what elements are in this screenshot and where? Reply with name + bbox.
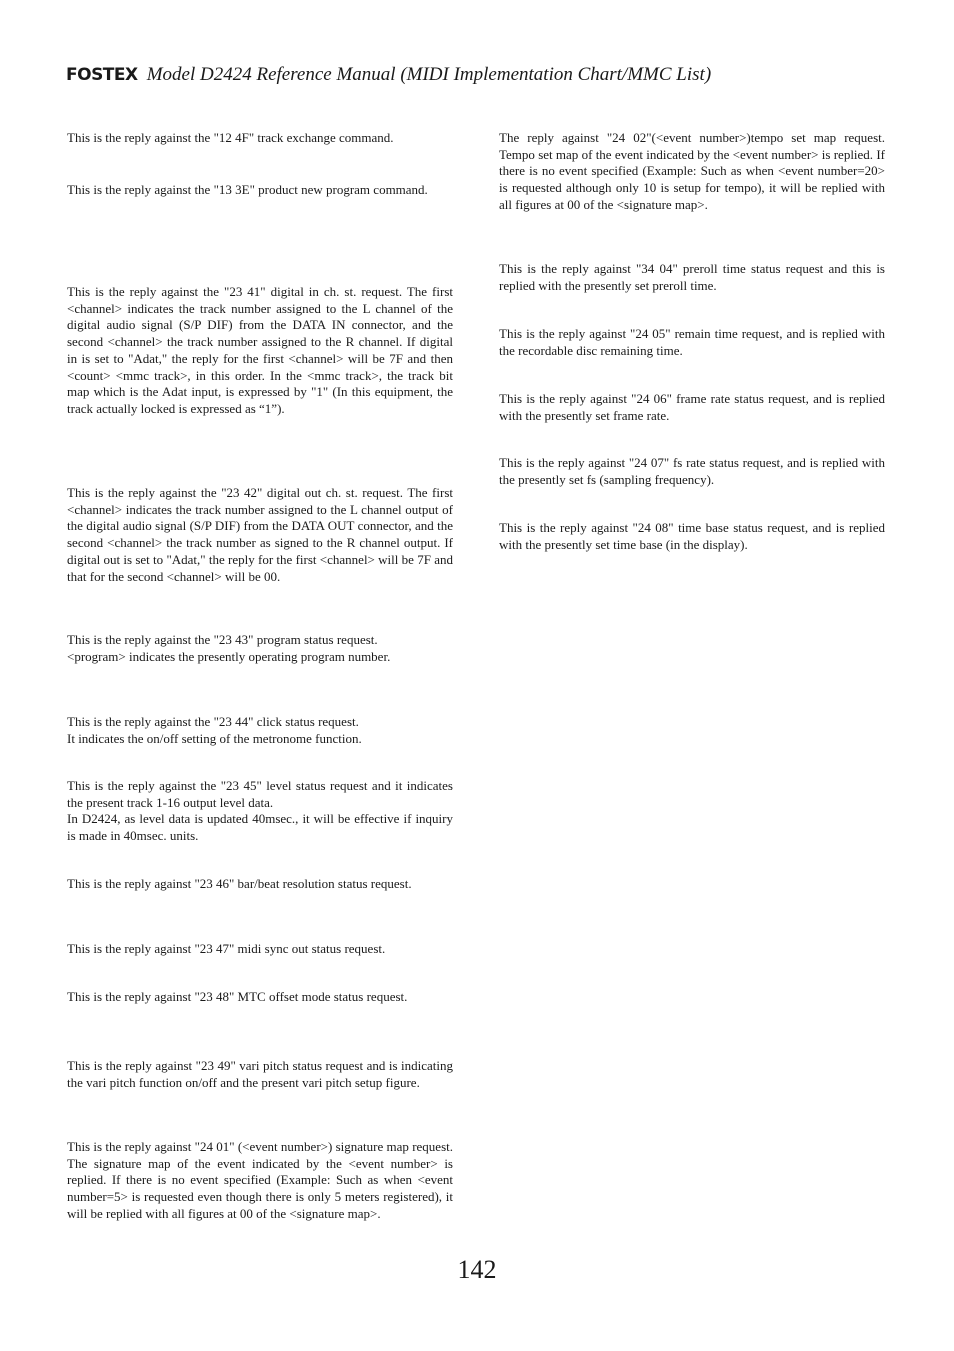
paragraph-digital-in: This is the reply against the "23 41" digital in ch. st. request. The first <channel> indicates the track number assigned to the L channel of the digital audio signal (S/P DIF) from the DATA IN connector, and the second <channel> the track number assigned to the R channel. If digital in is set to "Adat," the reply for the first <channel> will be 7F and then <count> <mmc track>, in this order. In the <mmc track>, the track bit map which is the Adat input, is expressed by "1" (In this equipment, the track actually locked is expressed as “1”).	[67, 284, 453, 416]
paragraph-remain-time: This is the reply against "24 05" remain time request, and is replied with the recordable disc remaining time.	[499, 326, 885, 358]
page-number: 142	[457, 1255, 497, 1284]
paragraph-level-status: This is the reply against the "23 45" level status request and it indicates the present track 1-16 output level data. In D2424, as level data is updated 40msec., it will be effective if inquiry is made in 40msec. units.	[67, 778, 453, 844]
page-title: Model D2424 Reference Manual (MIDI Implementation Chart/MMC List)	[146, 64, 712, 85]
paragraph-digital-out: This is the reply against the "23 42" digital out ch. st. request. The first <channel> indicates the track number assigned to the L channel output of the digital audio signal (S/P DIF) from the DATA OUT connector, and the second <channel> the track number as signed to the R channel output. If digital out is set to "Adat," the reply for the first <channel> will be 7F and that for the second <channel> will be 00.	[67, 485, 453, 584]
paragraph-mtc-offset: This is the reply against "23 48" MTC offset mode status request.	[67, 989, 408, 1004]
paragraph-track-exchange: This is the reply against the "12 4F" track exchange command.	[67, 130, 394, 145]
page-header	[66, 64, 711, 86]
paragraph-frame-rate: This is the reply against "24 06" frame rate status request, and is replied with the presently set frame rate.	[499, 391, 885, 423]
paragraph-fs-rate: This is the reply against "24 07" fs rate status request, and is replied with the presently set fs (sampling frequency).	[499, 455, 885, 487]
paragraph-midi-sync: This is the reply against "23 47" midi sync out status request.	[67, 941, 386, 956]
brand-logo: FOSTEX	[66, 65, 138, 85]
paragraph-time-base: This is the reply against "24 08" time base status request, and is replied with the presently set time base (in the display).	[499, 520, 885, 552]
paragraph-click-status: This is the reply against the "23 44" click status request. It indicates the on/off setting of the metronome function.	[67, 714, 362, 746]
paragraph-tempo-map: The reply against "24 02"(<event number>)tempo set map request. Tempo set map of the event indicated by the <event number> is replied. If there is no event specified (Example: Such as when <event number=20> is requested although only 10 is setup for tempo), it will be replied with all figures at 00 of the <signature map>.	[499, 130, 885, 212]
paragraph-new-program: This is the reply against the "13 3E" product new program command.	[67, 182, 428, 197]
paragraph-signature-map: This is the reply against "24 01" (<event number>) signature map request. The signature map of the event indicated by the <event number> is replied. If there is no event specified (Example: Such as when <event number=5> is requested even though there is only 5 meters registered), it will be replied with all figures at 00 of the <signature map>.	[67, 1139, 453, 1221]
paragraph-bar-beat: This is the reply against "23 46" bar/beat resolution status request.	[67, 876, 412, 891]
paragraph-preroll: This is the reply against "34 04" preroll time status request and this is replied with the presently set preroll time.	[499, 261, 885, 293]
paragraph-vari-pitch: This is the reply against "23 49" vari pitch status request and is indicating the vari pitch function on/off and the present vari pitch setup figure.	[67, 1058, 453, 1090]
paragraph-program-status: This is the reply against the "23 43" program status request. <program> indicates the presently operating program number.	[67, 632, 391, 664]
